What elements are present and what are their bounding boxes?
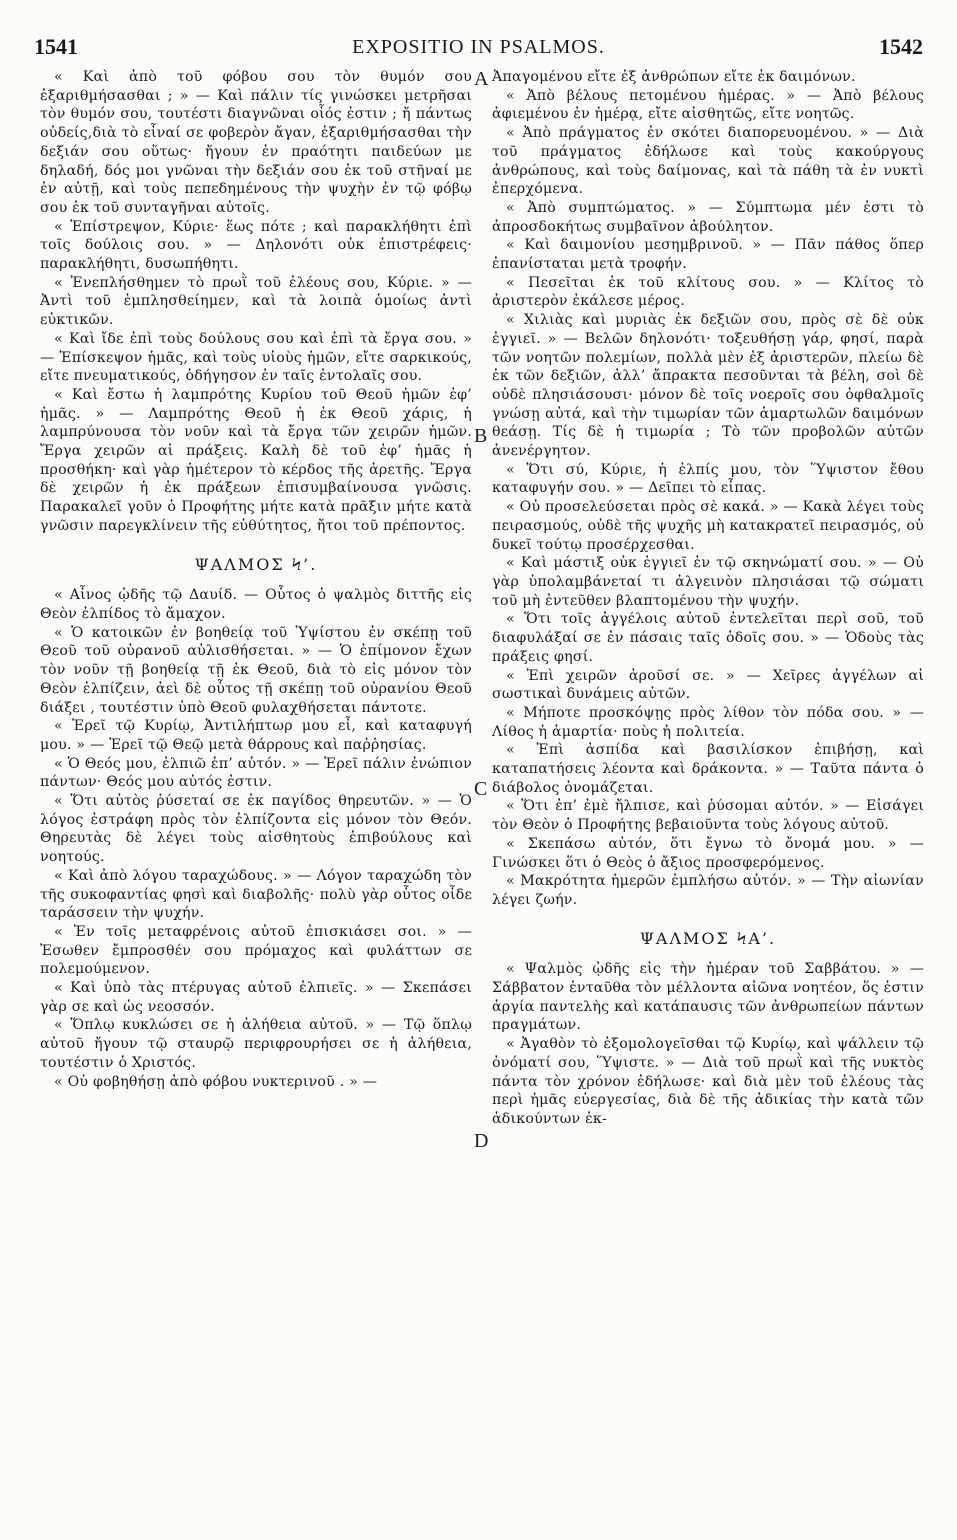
paragraph: « Ἀγαθὸν τὸ ἐξομολογεῖσθαι τῷ Κυρίῳ, καὶ ψάλλειν τῷ ὀνόματί σου, Ὕψιστε. » — Διὰ τοῦ πρωῒ καὶ τῆς νυκτὸς πάντα τὸν χρόνον ἐδήλωσε· καὶ διὰ μὲν τοῦ ἐλέους τὰς περὶ ἡμᾶς εὐεργεσίας, διὰ δὲ τῆς ἀδικίας τὴν κατὰ τῶν ἀδικούντων ἐκ- bbox=[492, 1036, 924, 1127]
margin-letter-b: B bbox=[474, 425, 488, 447]
paragraph: Ἀπαγομένου εἴτε ἐξ ἀνθρώπων εἴτε ἐκ δαιμόνων. bbox=[492, 69, 856, 85]
paragraph: « Ἐπὶ ἀσπίδα καὶ βασιλίσκον ἐπιβήσῃ, καὶ καταπατήσεις λέοντα καὶ δράκοντα. » — Ταῦτα πάντα ὁ διάβολος ὀνομάζεται. bbox=[492, 742, 924, 796]
paragraph: « Σκεπάσω αὐτόν, ὅτι ἔγνω τὸ ὄνομά μου. » — Γινώσκει ὅτι ὁ Θεὸς ὁ ἄξιος προσφερόμενος. bbox=[492, 835, 924, 871]
left-column bbox=[40, 68, 472, 1091]
paragraph: « Ὁ κατοικῶν ἐν βοηθείᾳ τοῦ Ὑψίστου ἐν σκέπῃ τοῦ Θεοῦ τοῦ οὐρανοῦ αὐλισθήσεται. » — Ὁ ἐπίμονον ἔχων τὸν νοῦν τῇ βοηθείᾳ τῇ ἐκ Θεοῦ, διὰ τὸ εἰς μόνον τὸν Θεὸν ἐλπίζειν, ἀεὶ δὲ οὗτος τῇ σκέπῃ τοῦ οὐρανίου Θεοῦ διάξει , τουτέστιν ὑπὸ Θεοῦ φυλαχθήσεται πάντοτε. bbox=[40, 624, 472, 716]
paragraph: « Ὅτι αὐτὸς ῥύσεταί σε ἐκ παγίδος θηρευτῶν. » — Ὁ λόγος ἐστράφη πρὸς τὸν ἐλπίζοντα εἰς μόνον τὸν Θεόν. Θηρευτὰς δὲ λέγει τοὺς αἰσθητοὺς ἐπιβούλους καὶ νοητούς. bbox=[40, 793, 472, 866]
paragraph: « Οὐ προσελεύσεται πρὸς σὲ κακά. » — Κακὰ λέγει τοὺς πειρασμούς, οὐδὲ τῆς ψυχῆς μὴ κατακρατεῖ πειρασμός, οὐ δυκεῖ τούτῳ προσέρχεσθαι. bbox=[492, 499, 924, 553]
paragraph: « Καὶ ὑπὸ τὰς πτέρυγας αὐτοῦ ἐλπιεῖς. » — Σκεπάσει γὰρ σε καὶ ὡς νεοσσόν. bbox=[40, 980, 472, 1015]
paragraph: « Ὁ Θεός μου, ἐλπιῶ ἐπ’ αὐτόν. » — Ἐρεῖ πάλιν ἐνώπιον πάντων· Θεός μου αὐτός ἐστιν. bbox=[40, 755, 472, 791]
paragraph: « Πεσεῖται ἐκ τοῦ κλίτους σου. » — Κλίτος τὸ ἀριστερὸν ἐκάλεσε μέρος. bbox=[492, 274, 924, 310]
page-number-right: 1542 bbox=[879, 34, 923, 59]
running-title: EXPOSITIO IN PSALMOS. bbox=[352, 36, 605, 58]
paragraph: « Καὶ ἀπὸ τοῦ φόβου σου τὸν θυμόν σου ἐξαριθμήσασθαι ; » — Καὶ πάλιν τίς γινώσκει μετρῆσαι τὸν θυμόν σου, τουτέστι διαγνῶναι οἷός ἐστιν ; ἤ πάντως οὐδείς,διὰ τὸ εἶναί σε φοβερὸν ἄγαν, ἐξαριθμήσασθαι τὴν δεξιάν σου οὕτως· ἤγουν ἐν πραότητι παιδεύων με δηλαδή, δός μοι γνῶναι τὴν δεξιάν σου ἐκ τοῦ στῆναί με ἐν αὐτῇ, καὶ τοὺς πεπεδημένους τὴν ψυχὴν ἐν τῷ φόβῳ σου ἐκ τοῦ συνταγῆναι αὐτοῖς. bbox=[40, 69, 472, 216]
paragraph: « Ἐνεπλήσθημεν τὸ πρωῒ τοῦ ἐλέους σου, Κύριε. » — Ἀντὶ τοῦ ἐμπλησθείημεν, καὶ τὰ λοιπὰ ὁμοίως ἀντὶ εὐκτικῶν. bbox=[40, 274, 472, 329]
paragraph: « Ἐπίστρεψον, Κύριε· ἕως πότε ; καὶ παρακλήθητι ἐπὶ τοῖς δούλοις σου. » — Δηλονότι οὐκ ἐπιστρέφεις· παρακλήθητι, δυσωπήθητι. bbox=[40, 218, 472, 273]
paragraph: « Ψαλμὸς ᾠδῆς εἰς τὴν ἡμέραν τοῦ Σαββάτου. » — Σάββατον ἐνταῦθα τὸν μέλλοντα αἰῶνα νοητέον, ὅς ἐστιν ἀργία παντελὴς καὶ κατάπαυσις τῶν ἀνθρωπείων πάντων πραγμάτων. bbox=[492, 961, 924, 1034]
paragraph: « Ἐρεῖ τῷ Κυρίῳ, Ἀντιλήπτωρ μου εἶ, καὶ καταφυγή μου. » — Ἐρεῖ τῷ Θεῷ μετὰ θάρρους καὶ παῤῥησίας. bbox=[40, 718, 472, 753]
paragraph: « Ὅτι τοῖς ἀγγέλοις αὐτοῦ ἐντελεῖται περὶ σοῦ, τοῦ διαφυλάξαί σε ἐν πάσαις ταῖς ὁδοῖς σου. » — Ὁδοὺς τὰς πράξεις φησί. bbox=[492, 611, 924, 665]
running-header bbox=[34, 34, 923, 62]
paragraph: « Μακρότητα ἡμερῶν ἐμπλήσω αὐτόν. » — Τὴν αἰωνίαν λέγει ζωήν. bbox=[492, 873, 924, 908]
margin-letter-d: D bbox=[474, 1130, 489, 1152]
psalm-heading: ΨΑΛΜΟΣ Ϟ’. bbox=[194, 554, 318, 574]
paragraph: « Καὶ ἀπὸ λόγου ταραχώδους. » — Λόγον ταραχώδη τὸν τῆς συκοφαντίας φησὶ καὶ διαβολῆς· πολὺ γὰρ οὗτος οἶδε ταράσσειν τὴν ψυχήν. bbox=[40, 867, 472, 922]
paragraph: « Μήποτε προσκόψῃς πρὸς λίθον τὸν πόδα σου. » — Λίθος ἡ ἁμαρτία· ποὺς ἡ πολιτεία. bbox=[492, 704, 924, 740]
paragraph: « Ἀπὸ συμπτώματος. » — Σύμπτωμα μέν ἐστι τὸ ἀπροσδοκήτως συμβαῖνον ἀβούλητον. bbox=[492, 199, 924, 235]
paragraph: « Ἐπὶ χειρῶν ἀροῦσί σε. » — Χεῖρες ἀγγέλων αἱ σωστικαὶ δυνάμεις αὐτῶν. bbox=[492, 667, 924, 703]
paragraph: « Ὅτι σύ, Κύριε, ἡ ἐλπίς μου, τὸν Ὕψιστον ἔθου καταφυγήν σου. » — Δεῖπει τὸ εἶπας. bbox=[492, 461, 924, 497]
paragraph: « Ἐν τοῖς μεταφρένοις αὐτοῦ ἐπισκιάσει σοι. » — Ἐσωθεν ἔμπροσθέν σου πρόμαχος καὶ φυλάττων σε πολεμούμενον. bbox=[40, 923, 472, 978]
paragraph: « Καὶ ἴδε ἐπὶ τοὺς δούλους σου καὶ ἐπὶ τὰ ἔργα σου. » — Ἐπίσκεψον ἡμᾶς, καὶ τοὺς υἱοὺς ἡμῶν, εἴτε σαρκικούς, εἴτε πνευματικούς, ὁδήγησον ἐν ταῖς ἐντολαῖς σου. bbox=[40, 330, 472, 385]
margin-letter-a: A bbox=[474, 68, 489, 90]
psalm-heading: ΨΑΛΜΟΣ ϞΑ’. bbox=[639, 928, 777, 948]
paragraph: « Αἶνος ᾠδῆς τῷ Δαυίδ. — Οὗτος ὁ ψαλμὸς διττῆς εἰς Θεὸν ἐλπίδος τὸ ἄμαχον. bbox=[40, 587, 472, 622]
paragraph: « Ἀπὸ πράγματος ἐν σκότει διαπορευομένου. » — Διὰ τοῦ πράγματος ἐδήλωσε καὶ τοὺς κακούργους ἀνθρώπους, καὶ τοὺς δαίμονας, καὶ τὰ πάθη τὰ ἐν νυκτὶ ἐπερχόμενα. bbox=[492, 125, 924, 198]
page-number-left: 1541 bbox=[34, 34, 78, 59]
paragraph: « Οὐ φοβηθήσῃ ἀπὸ φόβου νυκτερινοῦ . » — bbox=[54, 1073, 378, 1090]
paragraph: « Καὶ μάστιξ οὐκ ἐγγιεῖ ἐν τῷ σκηνώματί σου. » — Οὐ γὰρ ὑπολαμβάνεταί τι ἀλγεινὸν πλησιάσαι τῷ σώματι τοῦ μὴ ἐντεῦθεν βλαπτομένου τὴν ψυχήν. bbox=[492, 555, 924, 609]
paragraph: « Ἀπὸ βέλους πετομένου ἡμέρας. » — Ἀπὸ βέλους ἀφιεμένου ἐν ἡμέρᾳ, εἴτε αἰσθητῶς, εἴτε νοητῶς. bbox=[492, 87, 924, 123]
margin-letter-c: C bbox=[474, 778, 488, 800]
right-column bbox=[492, 68, 924, 1129]
paragraph: « Χιλιὰς καὶ μυριὰς ἐκ δεξιῶν σου, πρὸς σὲ δὲ οὐκ ἐγγιεῖ. » — Βελῶν δηλονότι· τοξευθήσῃ γάρ, φησί, παρὰ τῶν νοητῶν πολεμίων, πολλὰ μὲν ἐξ ἀριστερῶν, πλείω δὲ ἐκ τῶν δεξιῶν, ἀλλ’ ἄπρακτα πεσοῦνται τὰ βέλη, σοὶ δὲ οὐδὲ πλησιάσουσι· μόνον δὲ τοῖς νοεροῖς σου ὀφθαλμοῖς γνώσῃ αὐτά, καὶ τὴν τιμωρίαν τῶν ἁμαρτωλῶν δαιμόνων θεάσῃ. Τίς δὲ ἡ τιμωρία ; Τὸ τῶν προβολῶν αὐτῶν ἀνενέργητον. bbox=[492, 312, 924, 460]
paragraph: « Ὅπλῳ κυκλώσει σε ἡ ἀλήθεια αὐτοῦ. » — Τῷ ὅπλῳ αὐτοῦ ἤγουν τῷ σταυρῷ περιφρουρήσει σε ἡ ἀλήθεια, τουτέστιν ὁ Χριστός. bbox=[40, 1017, 472, 1071]
paragraph: « Ὅτι ἐπ’ ἐμὲ ἤλπισε, καὶ ῥύσομαι αὐτόν. » — Εἰσάγει τὸν Θεὸν ὁ Προφήτης βεβαιοῦντα τοὺς λόγους αὐτοῦ. bbox=[492, 798, 924, 834]
paragraph: « Καὶ ἔστω ἡ λαμπρότης Κυρίου τοῦ Θεοῦ ἡμῶν ἐφ’ ἡμᾶς. » — Λαμπρότης Θεοῦ ἡ ἐκ Θεοῦ χάρις, ἡ λαμπρύνουσα τὸν νοῦν καὶ τὰ ἔργα τῶν χειρῶν ἡμῶν. Ἔργα χειρῶν αἱ πράξεις. Καλὴ δὲ τοῦ ἐφ’ ἡμᾶς ἡ προσθήκη· καὶ γὰρ ἡμέτερον τὸ κέρδος τῆς ἀρετῆς. Ἔργα δὲ χειρῶν ἡ ἐκ πράξεων ἐπισυμβαίνουσα γνῶσις. Παρακαλεῖ γοῦν ὁ Προφήτης μήτε κατὰ πρᾶξιν μήτε κατὰ γνῶσιν παρεγκλίνειν τῆς εὐθύτητος, ἤτοι τοῦ πρέποντος. bbox=[40, 386, 472, 534]
paragraph: « Καὶ δαιμονίου μεσημβρινοῦ. » — Πᾶν πάθος ὅπερ ἐπανίσταται μετὰ τροφήν. bbox=[492, 237, 924, 273]
